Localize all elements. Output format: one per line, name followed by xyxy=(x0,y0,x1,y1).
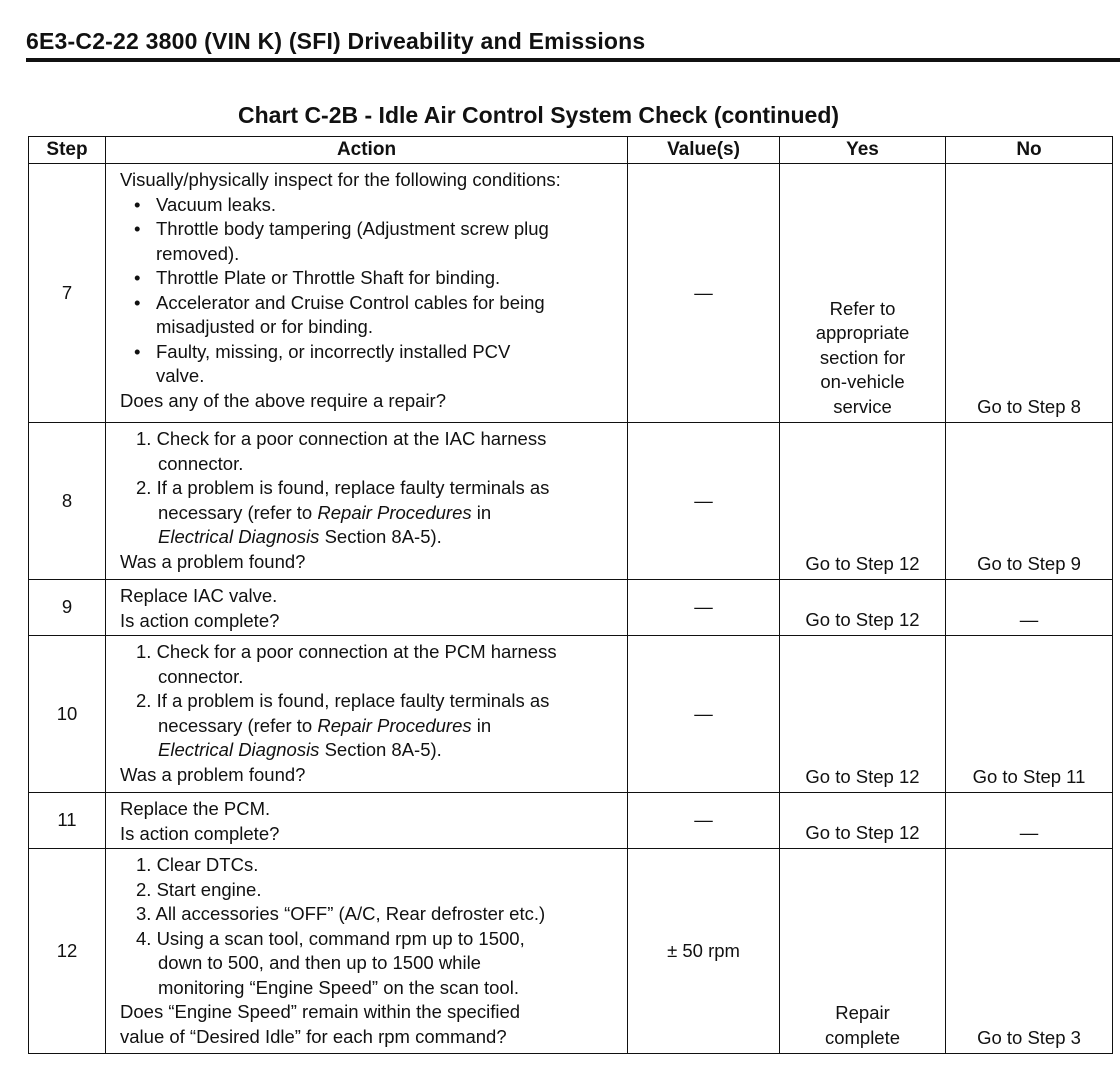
action-item: 2. If a problem is found, replace faulty terminals as xyxy=(136,477,550,498)
bullet-item: • Throttle body tampering (Adjustment screw plug xyxy=(118,217,621,242)
diagnostic-table xyxy=(28,136,1113,1054)
step-number: 11 xyxy=(29,793,106,849)
bullet-item-cont: misadjusted or for binding. xyxy=(156,316,373,337)
action-cell xyxy=(106,793,628,849)
step-number: 8 xyxy=(29,423,106,580)
table-row xyxy=(29,636,1113,793)
step-number: 7 xyxy=(29,164,106,423)
table-row xyxy=(29,423,1113,580)
action-item-cont: necessary (refer to Repair Procedures in xyxy=(158,501,492,523)
table-row xyxy=(29,849,1113,1054)
col-header-step: Step xyxy=(29,137,106,164)
no-cell: Go to Step 9 xyxy=(946,423,1113,580)
yes-cell: Go to Step 12 xyxy=(780,636,946,793)
bullet-item: • Accelerator and Cruise Control cables for being xyxy=(118,291,621,316)
action-question: Does “Engine Speed” remain within the specified xyxy=(120,1001,521,1022)
action-item-cont: Electrical Diagnosis Section 8A-5). xyxy=(158,739,442,760)
no-cell: — xyxy=(946,580,1113,636)
yes-cell: Repair complete xyxy=(780,849,946,1054)
action-item: 1. Clear DTCs. xyxy=(136,854,259,875)
col-header-no: No xyxy=(946,137,1113,164)
table-row xyxy=(29,580,1113,636)
yes-cell: Go to Step 12 xyxy=(780,793,946,849)
action-cell xyxy=(106,849,628,1054)
bullet-item-cont: valve. xyxy=(156,365,205,386)
action-item: 1. Check for a poor connection at the PCM harness xyxy=(136,641,557,662)
no-cell: Go to Step 11 xyxy=(946,636,1113,793)
action-cell xyxy=(106,580,628,636)
yes-cell: Go to Step 12 xyxy=(780,423,946,580)
value-cell: — xyxy=(628,793,780,849)
step-number: 9 xyxy=(29,580,106,636)
action-item: 4. Using a scan tool, command rpm up to 1500, xyxy=(136,927,525,949)
no-cell: Go to Step 3 xyxy=(946,849,1113,1054)
yes-cell: Go to Step 12 xyxy=(780,580,946,636)
action-cell xyxy=(106,164,628,423)
value-cell: — xyxy=(628,164,780,423)
bullet-item: • Throttle Plate or Throttle Shaft for binding. xyxy=(118,266,621,291)
value-cell: ± 50 rpm xyxy=(628,849,780,1054)
action-cell xyxy=(106,636,628,793)
action-text: Replace the PCM. xyxy=(120,798,271,819)
action-question: Does any of the above require a repair? xyxy=(120,389,447,411)
col-header-yes: Yes xyxy=(780,137,946,164)
value-cell: — xyxy=(628,636,780,793)
action-question: Was a problem found? xyxy=(120,550,306,572)
action-cell xyxy=(106,423,628,580)
action-item: 2. If a problem is found, replace faulty terminals as xyxy=(136,690,550,711)
step-number: 10 xyxy=(29,636,106,793)
table-row xyxy=(29,164,1113,423)
no-cell: Go to Step 8 xyxy=(946,164,1113,423)
value-cell: — xyxy=(628,423,780,580)
bullet-item: • Faulty, missing, or incorrectly installed PCV xyxy=(118,340,621,365)
action-item-cont: down to 500, and then up to 1500 while xyxy=(158,952,481,973)
action-question: Was a problem found? xyxy=(120,763,306,785)
bullet-item: • Vacuum leaks. xyxy=(118,193,621,218)
action-text: Replace IAC valve. xyxy=(120,585,278,606)
table-header-row xyxy=(29,137,1113,164)
header-rule xyxy=(26,58,1120,62)
action-item: 1. Check for a poor connection at the IAC harness xyxy=(136,428,547,449)
action-question: Is action complete? xyxy=(120,609,280,631)
action-item-cont: connector. xyxy=(158,452,244,474)
action-question: value of “Desired Idle” for each rpm command? xyxy=(120,1025,507,1047)
action-item-cont: Electrical Diagnosis Section 8A-5). xyxy=(158,526,442,547)
action-question: Is action complete? xyxy=(120,822,280,844)
col-header-values: Value(s) xyxy=(628,137,780,164)
no-cell: — xyxy=(946,793,1113,849)
page-header: 6E3-C2-22 3800 (VIN K) (SFI) Driveability and Emissions xyxy=(26,28,646,54)
chart-title: Chart C-2B - Idle Air Control System Check (continued) xyxy=(238,102,840,128)
action-item: 2. Start engine. xyxy=(136,878,262,900)
yes-cell: Refer to appropriate section for on-vehicle service xyxy=(780,164,946,423)
action-item-cont: necessary (refer to Repair Procedures in xyxy=(158,714,492,736)
action-item-cont: monitoring “Engine Speed” on the scan tool. xyxy=(158,976,519,998)
action-item: 3. All accessories “OFF” (A/C, Rear defroster etc.) xyxy=(136,903,546,924)
table-row xyxy=(29,793,1113,849)
action-item-cont: connector. xyxy=(158,665,244,687)
value-cell: — xyxy=(628,580,780,636)
bullet-item-cont: removed). xyxy=(156,242,240,264)
col-header-action: Action xyxy=(106,137,628,164)
action-text: Visually/physically inspect for the following conditions: xyxy=(120,169,561,190)
step-number: 12 xyxy=(29,849,106,1054)
